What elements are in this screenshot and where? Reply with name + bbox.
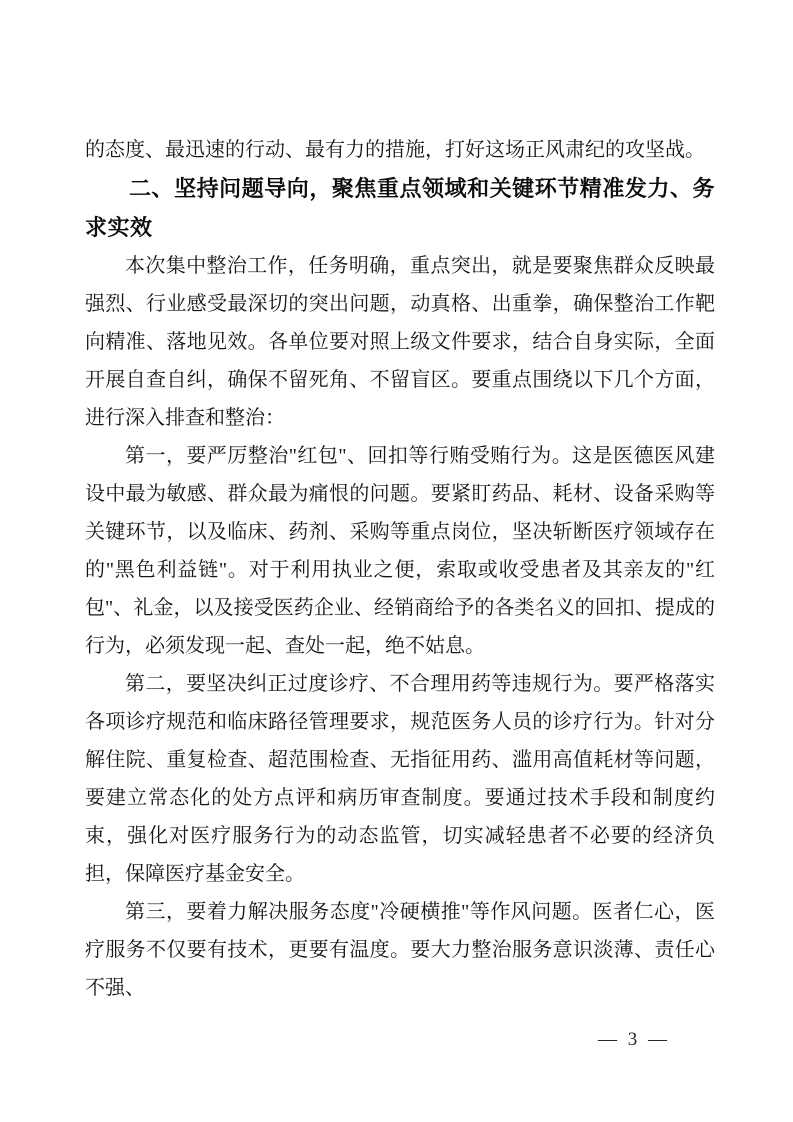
paragraph-intro: 本次集中整治工作，任务明确，重点突出，就是要聚焦群众反映最强烈、行业感受最深切的突出问题，动真格、出重拳，确保整治工作靶向精准、落地见效。各单位要对照上级文件要求，结合自身实际，全面开展自查自纠，确保不留死角、不留盲区。要重点围绕以下几个方面，进行深入排查和整治：	[85, 255, 715, 429]
document-body	[85, 131, 715, 1007]
paragraph-continuation: 的态度、最迅速的行动、最有力的措施，打好这场正风肃纪的攻坚战。	[85, 139, 705, 161]
page-number: — 3 —	[598, 1029, 670, 1050]
section-heading: 二、坚持问题导向，聚焦重点领域和关键环节精准发力、务求实效	[85, 176, 715, 240]
paragraph-point-three: 第三，要着力解决服务态度"冷硬横推"等作风问题。医者仁心，医疗服务不仅要有技术，更要有温度。要大力整治服务意识淡薄、责任心不强、	[85, 901, 715, 999]
paragraph-point-two: 第二，要坚决纠正过度诊疗、不合理用药等违规行为。要严格落实各项诊疗规范和临床路径管理要求，规范医务人员的诊疗行为。针对分解住院、重复检查、超范围检查、无指征用药、滥用高值耗材等问题，要建立常态化的处方点评和病历审查制度。要通过技术手段和制度约束，强化对医疗服务行为的动态监管，切实减轻患者不必要的经济负担，保障医疗基金安全。	[85, 673, 715, 885]
paragraph-point-one: 第一，要严厉整治"红包"、回扣等行贿受贿行为。这是医德医风建设中最为敏感、群众最为痛恨的问题。要紧盯药品、耗材、设备采购等关键环节，以及临床、药剂、采购等重点岗位，坚决斩断医疗领域存在的"黑色利益链"。对于利用执业之便，索取或收受患者及其亲友的"红包"、礼金，以及接受医药企业、经销商给予的各类名义的回扣、提成的行为，必须发现一起、查处一起，绝不姑息。	[85, 445, 715, 657]
